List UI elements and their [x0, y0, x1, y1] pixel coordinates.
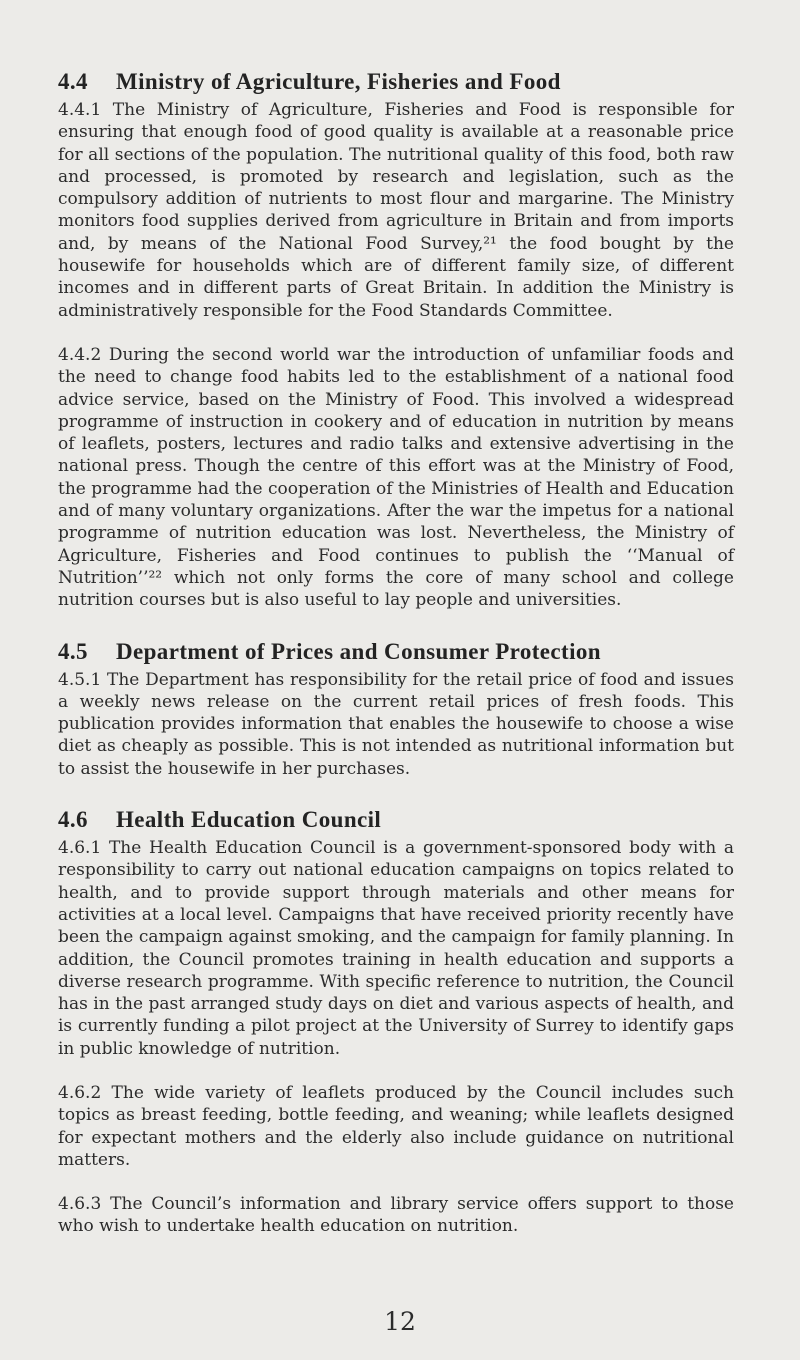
paragraph-4-6-1: 4.6.1 The Health Education Council is a government-sponsored body with a responsibility to carry out national education campaigns on topics related to health, and to provide support through materials and other means for activities at a local level. Campaigns that have received priority recently have been the campaign against smoking, and the campaign for family planning. In addition, the Council promotes training in health education and supports a diverse research programme. With specific reference to nutrition, the Council has in the past arranged study days on diet and various aspects of health, and is currently funding a pilot project at the University of Surrey to identify gaps in public knowledge of nutrition. — [58, 838, 734, 1059]
section-heading-4-5 — [58, 638, 734, 666]
paragraph-4-4-1: 4.4.1 The Ministry of Agriculture, Fisheries and Food is responsible for ensuring that enough food of good quality is available at a reasonable price for all sections of the population. The nutritional quality of this food, both raw and processed, is promoted by research and legislation, such as the compulsory addition of nutrients to most flour and margarine. The Ministry monitors food supplies derived from agriculture in Britain and from imports and, by means of the National Food Survey,²¹ the food bought by the housewife for households which are of different family size, of different incomes and in different parts of Great Britain. In addition the Ministry is administratively responsible for the Food Standards Committee. — [58, 100, 734, 321]
paragraph-4-6-3: 4.6.3 The Council’s information and library service offers support to those who wish to undertake health education on nutrition. — [58, 1194, 734, 1237]
paragraph-4-6-2: 4.6.2 The wide variety of leaflets produced by the Council includes such topics as breast feeding, bottle feeding, and weaning; while leaflets designed for expectant mothers and the elderly also include guidance on nutritional matters. — [58, 1082, 734, 1170]
section-title: Health Education Council — [116, 807, 382, 833]
paragraph-4-4-2: 4.4.2 During the second world war the introduction of unfamiliar foods and the need to change food habits led to the establishment of a national food advice service, based on the Ministry of Food. This involved a widespread programme of instruction in cookery and of education in nutrition by means of leaflets, posters, lectures and radio talks and extensive advertising in the national press. Though the centre of this effort was at the Ministry of Food, the programme had the cooperation of the Ministries of Health and Education and of many voluntary organizations. After the war the impetus for a national programme of nutrition education was lost. Nevertheless, the Ministry of Agriculture, Fisheries and Food continues to publish the ‘‘Manual of Nutrition’’²² which not only forms the core of many school and college nutrition courses but is also useful to lay people and universities. — [58, 344, 735, 611]
paragraph-4-5-1: 4.5.1 The Department has responsibility for the retail price of food and issues a weekly news release on the current retail prices of fresh foods. This publication provides information that enables the housewife to choose a wise diet as cheaply as possible. This is not intended as nutritional information but to assist the housewife in her purchases. — [58, 669, 734, 779]
section-heading-4-6 — [58, 806, 734, 834]
section-heading-4-4 — [58, 68, 734, 96]
section-number: 4.4 — [58, 69, 88, 94]
page-number: 12 — [384, 1307, 416, 1336]
section-title: Ministry of Agriculture, Fisheries and Food — [116, 69, 561, 94]
section-number: 4.5 — [58, 638, 88, 664]
section-title: Department of Prices and Consumer Protection — [116, 638, 601, 664]
section-number: 4.6 — [58, 807, 88, 833]
